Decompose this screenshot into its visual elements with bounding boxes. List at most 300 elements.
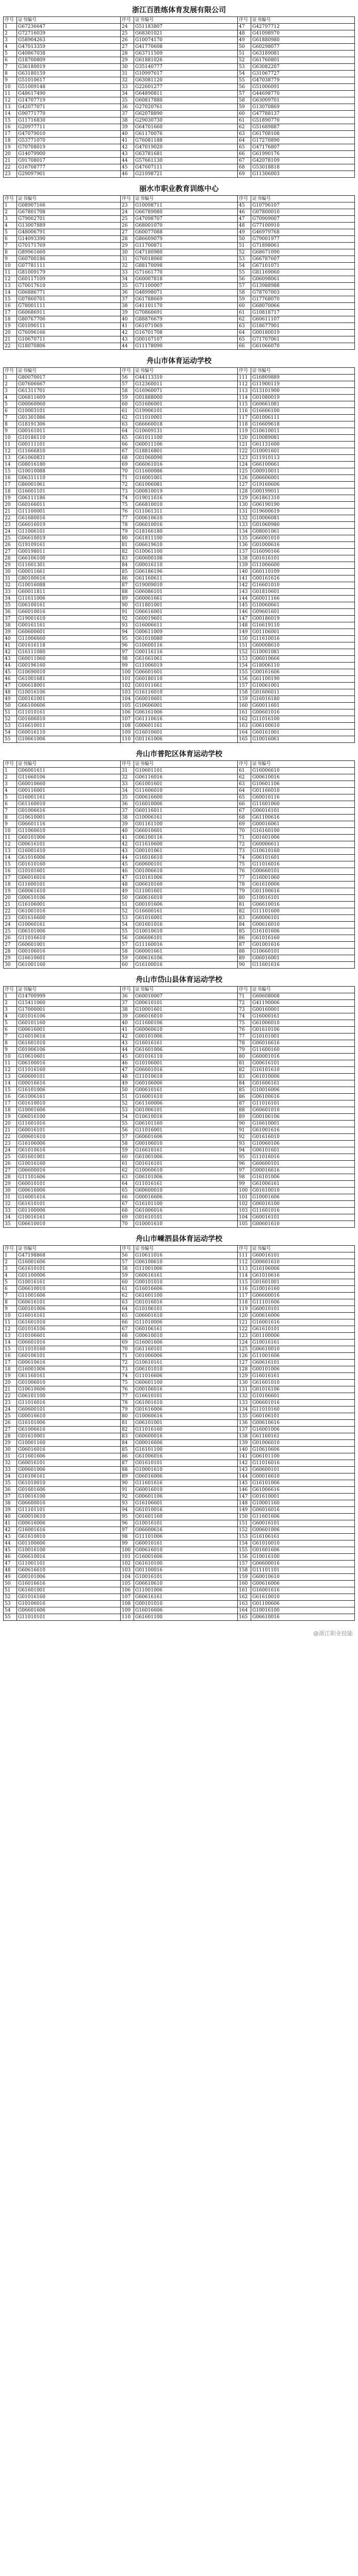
row-number: 73 xyxy=(238,848,251,855)
row-number: 11 xyxy=(4,1060,17,1067)
row-number: 148 xyxy=(238,1500,251,1507)
certificate-number: G10601106 xyxy=(251,781,355,788)
row-number: 7 xyxy=(4,808,17,815)
row-number: 1 xyxy=(4,993,17,1000)
table-row xyxy=(4,948,355,955)
certificate-number: G11001606 xyxy=(251,1353,355,1360)
table-row xyxy=(4,875,355,882)
row-number: 97 xyxy=(121,1527,134,1534)
certificate-number: G11016100 xyxy=(251,716,355,723)
row-number: 56 xyxy=(121,1252,134,1259)
certificate-number: G81169060 xyxy=(251,269,355,276)
table-row xyxy=(4,602,355,609)
certificate-number: G00186019 xyxy=(251,616,355,622)
certificate-number: G11006101 xyxy=(17,529,121,535)
certificate-number: G06190190 xyxy=(251,502,355,509)
row-number: 72 xyxy=(121,482,134,488)
certificate-number: G01161006 xyxy=(134,736,238,743)
table-header-row xyxy=(4,987,355,993)
row-number: 136 xyxy=(238,1420,251,1427)
table-row xyxy=(4,1174,355,1181)
certificate-number: G11016016 xyxy=(251,861,355,868)
certificate-number: G16016161 xyxy=(251,1373,355,1380)
row-number: 38 xyxy=(4,1500,17,1507)
row-number: 53 xyxy=(4,723,17,730)
certificate-number: G60600101 xyxy=(17,1074,121,1080)
table-row xyxy=(4,723,355,730)
certificate-number: G61006616 xyxy=(251,1487,355,1494)
certificate-number: G61661061 xyxy=(134,656,238,663)
row-number: 80 xyxy=(238,895,251,902)
certificate-number: G60600101 xyxy=(17,1406,121,1413)
certificate-number: G66016019 xyxy=(17,522,121,529)
certificate-number: G16006610 xyxy=(251,768,355,774)
row-number: 154 xyxy=(238,663,251,669)
row-number: 121 xyxy=(238,442,251,448)
row-number: 21 xyxy=(4,509,17,515)
certificate-number: G14093390 xyxy=(17,236,121,243)
table-row xyxy=(4,589,355,596)
row-number: 32 xyxy=(121,77,134,84)
table-row xyxy=(4,290,355,296)
row-number: 21 xyxy=(4,1127,17,1134)
row-number: 31 xyxy=(4,575,17,582)
header-cert: 证书编号 xyxy=(251,1246,355,1252)
certificate-number: G11016101 xyxy=(251,1100,355,1107)
section-title: 丽水市职业教育训练中心 xyxy=(139,185,219,193)
row-number: 33 xyxy=(121,781,134,788)
row-number: 104 xyxy=(121,1574,134,1581)
row-number: 32 xyxy=(4,1460,17,1467)
certificate-number: G60011601 xyxy=(251,703,355,709)
certificate-number: G60016010 xyxy=(134,1487,238,1494)
certificate-number: G00601610 xyxy=(251,1259,355,1266)
row-number: 56 xyxy=(121,935,134,942)
certificate-number: G00161001 xyxy=(17,696,121,703)
certificate-number: G61006161 xyxy=(251,1181,355,1188)
table-row xyxy=(4,64,355,71)
row-number: 42 xyxy=(121,144,134,151)
certificate-number: G16106001 xyxy=(17,902,121,908)
row-number: 53 xyxy=(4,1601,17,1607)
certificate-number: G16016610 xyxy=(134,855,238,861)
row-number: 43 xyxy=(4,656,17,663)
row-number: 37 xyxy=(121,111,134,117)
certificate-number: G60010116 xyxy=(251,794,355,801)
certificate-number: G10611016 xyxy=(134,1252,238,1259)
certificate-number: G19011616 xyxy=(134,495,238,502)
certificate-number: G61610010 xyxy=(251,1594,355,1601)
row-number: 31 xyxy=(4,1194,17,1201)
row-number: 28 xyxy=(4,1174,17,1181)
table-row xyxy=(4,1067,355,1074)
row-number: 108 xyxy=(121,723,134,730)
row-number: 30 xyxy=(4,569,17,575)
certificate-number: G61160611 xyxy=(134,575,238,582)
certificate-number: G80100616 xyxy=(17,575,121,582)
table-row xyxy=(4,1574,355,1581)
certificate-number: G60016101 xyxy=(17,1127,121,1134)
table-row xyxy=(4,1420,355,1427)
row-number: 111 xyxy=(238,375,251,381)
row-number: 161 xyxy=(238,709,251,716)
table-row xyxy=(4,421,355,428)
certificate-number: G11601606 xyxy=(251,1514,355,1520)
certificate-number: G06601606 xyxy=(17,1607,121,1614)
row-number: 61 xyxy=(238,768,251,774)
row-number: 125 xyxy=(238,1346,251,1353)
certificate-number: G00016606 xyxy=(134,1194,238,1201)
row-number: 110 xyxy=(121,1614,134,1621)
table-row xyxy=(4,1054,355,1060)
certificate-number: G51606001 xyxy=(134,401,238,408)
certificate-number: G10001610 xyxy=(134,1467,238,1473)
table-row xyxy=(4,716,355,723)
row-number: 54 xyxy=(121,1114,134,1121)
certificate-number: G36180019 xyxy=(17,64,121,71)
row-number: 97 xyxy=(238,1167,251,1174)
row-number: 86 xyxy=(238,935,251,942)
certificate-number: G61010616 xyxy=(251,1273,355,1279)
table-row xyxy=(4,1181,355,1188)
certificate-number: G00111101 xyxy=(17,442,121,448)
row-number: 15 xyxy=(4,117,17,124)
row-number: 66 xyxy=(121,1194,134,1201)
row-number: 22 xyxy=(4,908,17,915)
row-number: 85 xyxy=(121,1447,134,1453)
row-number: 116 xyxy=(238,408,251,415)
certificate-number: G66001010 xyxy=(251,535,355,542)
row-number: 45 xyxy=(4,1547,17,1554)
certificate-number: G01888000 xyxy=(134,395,238,401)
certificate-number: G11016016 xyxy=(17,1400,121,1406)
row-number: 94 xyxy=(238,1147,251,1154)
certificate-number: G16016180 xyxy=(251,696,355,703)
row-number: 34 xyxy=(121,276,134,283)
certificate-number: G10601101 xyxy=(134,768,238,774)
table-row xyxy=(4,164,355,171)
row-number: 17 xyxy=(4,310,17,316)
table-row xyxy=(4,922,355,928)
certificate-number: G00610161 xyxy=(134,1087,238,1094)
row-number: 69 xyxy=(238,821,251,828)
row-number: 75 xyxy=(121,502,134,509)
row-number: 10 xyxy=(4,435,17,442)
row-number: 14 xyxy=(4,1080,17,1087)
row-number: 93 xyxy=(121,1500,134,1507)
row-number: 65 xyxy=(121,1313,134,1319)
section-6 xyxy=(3,1233,355,1621)
table-row xyxy=(4,569,355,575)
certificate-number: G68671090 xyxy=(251,249,355,256)
table-row xyxy=(4,555,355,562)
certificate-number: G10001610 xyxy=(134,1221,238,1228)
table-row xyxy=(4,1561,355,1567)
table-row xyxy=(4,1000,355,1007)
certificate-number: G11016606 xyxy=(134,1373,238,1380)
certificate-table xyxy=(3,1245,355,1621)
row-number: 3 xyxy=(4,1007,17,1013)
certificate-number: G18816801 xyxy=(134,448,238,455)
row-number: 28 xyxy=(121,236,134,243)
certificate-number: G61610006 xyxy=(251,882,355,888)
certificate-number: G01080019 xyxy=(251,395,355,401)
row-number: 43 xyxy=(121,151,134,158)
row-number: 142 xyxy=(238,1460,251,1467)
certificate-number: G11101101 xyxy=(17,1507,121,1514)
certificate-number: G16101606 xyxy=(251,928,355,935)
row-number: 12 xyxy=(4,448,17,455)
table-row xyxy=(4,1188,355,1194)
table-row xyxy=(4,202,355,209)
row-number: 60 xyxy=(238,111,251,117)
row-number: 88 xyxy=(121,589,134,596)
row-number: 129 xyxy=(238,495,251,502)
row-number: 51 xyxy=(121,1094,134,1100)
certificate-number: G11101606 xyxy=(17,1174,121,1181)
row-number: 40 xyxy=(121,1020,134,1027)
row-number: 44 xyxy=(4,663,17,669)
row-number: 141 xyxy=(238,575,251,582)
certificate-number: G16006611 xyxy=(134,622,238,629)
row-number: 80 xyxy=(121,535,134,542)
certificate-number: G10106601 xyxy=(17,1333,121,1340)
row-number: 15 xyxy=(4,468,17,475)
row-number: 20 xyxy=(4,151,17,158)
row-number: 74 xyxy=(121,1373,134,1380)
row-number: 93 xyxy=(121,622,134,629)
table-row xyxy=(4,942,355,948)
row-number: 1 xyxy=(4,375,17,381)
certificate-number: G16106006 xyxy=(251,1266,355,1273)
certificate-number: G10661006 xyxy=(17,736,121,743)
row-number: 29 xyxy=(121,57,134,64)
row-number: 47 xyxy=(4,1561,17,1567)
certificate-number: G60601100 xyxy=(134,1380,238,1386)
row-number: 32 xyxy=(4,582,17,589)
certificate-number: G70708019 xyxy=(17,144,121,151)
certificate-number: G06086101 xyxy=(134,589,238,596)
row-number: 59 xyxy=(121,1147,134,1154)
certificate-number: G66100661 xyxy=(251,462,355,468)
certificate-number: G61601001 xyxy=(17,1587,121,1594)
row-number: 83 xyxy=(238,915,251,922)
certificate-number: G60601606 xyxy=(134,1134,238,1141)
row-number: 81 xyxy=(121,542,134,549)
row-number: 122 xyxy=(238,448,251,455)
certificate-number: G00101006 xyxy=(17,1574,121,1581)
row-number: 66 xyxy=(121,1319,134,1326)
certificate-number: G16600161 xyxy=(134,908,238,915)
row-number: 148 xyxy=(238,622,251,629)
certificate-number: G01016106 xyxy=(251,1386,355,1393)
row-number: 39 xyxy=(4,1507,17,1514)
table-row xyxy=(4,388,355,395)
certificate-number: G00616600 xyxy=(134,794,238,801)
table-row xyxy=(4,468,355,475)
certificate-number: G01610001 xyxy=(17,1433,121,1440)
certificate-number: G01610101 xyxy=(134,1214,238,1221)
certificate-number: G00016606 xyxy=(134,1440,238,1447)
certificate-number: G10610606 xyxy=(251,1447,355,1453)
certificate-number: G10016006 xyxy=(251,1087,355,1094)
row-number: 30 xyxy=(121,249,134,256)
header-cert: 证书编号 xyxy=(134,987,238,993)
row-number: 23 xyxy=(121,202,134,209)
row-number: 131 xyxy=(238,509,251,515)
certificate-number: G06601601 xyxy=(134,669,238,676)
row-number: 58 xyxy=(121,1141,134,1147)
row-number: 66 xyxy=(238,801,251,808)
header-cert: 证书编号 xyxy=(17,17,121,24)
table-row xyxy=(4,1167,355,1174)
row-number: 12 xyxy=(4,841,17,848)
row-number: 45 xyxy=(121,1054,134,1060)
table-row xyxy=(4,915,355,922)
row-number: 64 xyxy=(121,1306,134,1313)
table-row xyxy=(4,256,355,263)
row-number: 55 xyxy=(4,1614,17,1621)
row-number: 119 xyxy=(238,1306,251,1313)
row-number: 1 xyxy=(4,202,17,209)
certificate-number: G47198868 xyxy=(17,1252,121,1259)
table-row xyxy=(4,1013,355,1020)
table-row xyxy=(4,1494,355,1500)
certificate-number: G16809889 xyxy=(251,375,355,381)
certificate-number: G06601116 xyxy=(17,821,121,828)
row-number: 18 xyxy=(4,1366,17,1373)
table-row xyxy=(4,1252,355,1259)
certificate-number: G06610010 xyxy=(17,1286,121,1293)
certificate-number: G10061100 xyxy=(134,549,238,555)
table-row xyxy=(4,482,355,488)
certificate-number: G11610600 xyxy=(134,841,238,848)
certificate-number: G10001160 xyxy=(17,1440,121,1447)
certificate-number: G00616010 xyxy=(134,1547,238,1554)
row-number: 63 xyxy=(238,131,251,138)
certificate-number: G16101006 xyxy=(251,1174,355,1181)
table-row xyxy=(4,1094,355,1100)
certificate-number: G16610601 xyxy=(17,955,121,962)
certificate-number: G51010617 xyxy=(17,77,121,84)
certificate-number: G00016061 xyxy=(251,821,355,828)
certificate-number: G11601616 xyxy=(251,962,355,969)
row-number: 81 xyxy=(121,1420,134,1427)
table-row xyxy=(4,1534,355,1540)
row-number: 63 xyxy=(121,1174,134,1181)
header-no: 序号 xyxy=(4,196,17,202)
header-cert: 证书编号 xyxy=(134,17,238,24)
row-number: 115 xyxy=(238,1279,251,1286)
certificate-number: G01006111 xyxy=(251,415,355,421)
certificate-number: G06016100 xyxy=(17,1114,121,1121)
certificate-number: G16001161 xyxy=(17,794,121,801)
certificate-number: G60600016 xyxy=(134,1433,238,1440)
row-number: 67 xyxy=(238,808,251,815)
certificate-number: G01610001 xyxy=(251,1494,355,1500)
row-number: 46 xyxy=(238,209,251,216)
table-row xyxy=(4,1214,355,1221)
row-number: 56 xyxy=(238,276,251,283)
row-number: 49 xyxy=(121,888,134,895)
header-cert: 证书编号 xyxy=(17,368,121,375)
row-number: 102 xyxy=(121,1561,134,1567)
certificate-number: G16619110 xyxy=(251,622,355,629)
certificate-number: G06619610 xyxy=(134,542,238,549)
table-row xyxy=(4,768,355,774)
table-row xyxy=(4,111,355,117)
certificate-number: G70017610 xyxy=(17,283,121,290)
row-number: 26 xyxy=(4,935,17,942)
header-cert: 证书编号 xyxy=(17,761,121,768)
table-row xyxy=(4,1540,355,1547)
row-number: 49 xyxy=(4,1574,17,1581)
row-number: 49 xyxy=(4,696,17,703)
row-number: 139 xyxy=(238,562,251,569)
row-number: 78 xyxy=(238,882,251,888)
row-number: 33 xyxy=(4,1208,17,1214)
certificate-number: G16708777 xyxy=(17,164,121,171)
row-number: 144 xyxy=(238,596,251,602)
certificate-number: G11016001 xyxy=(134,1127,238,1134)
table-row xyxy=(4,1393,355,1400)
certificate-number: G10060106 xyxy=(251,1141,355,1147)
row-number: 9 xyxy=(4,428,17,435)
certificate-number: G72716039 xyxy=(17,30,121,37)
table-row xyxy=(4,656,355,663)
row-number: 4 xyxy=(4,44,17,50)
row-number: 78 xyxy=(121,1400,134,1406)
row-number: 103 xyxy=(238,1208,251,1214)
row-number: 98 xyxy=(121,1534,134,1540)
certificate-number: G16001610 xyxy=(17,848,121,855)
certificate-number: G10016161 xyxy=(251,1340,355,1346)
table-row xyxy=(4,283,355,290)
row-number: 20 xyxy=(4,1380,17,1386)
table-row xyxy=(4,171,355,178)
table-row xyxy=(4,84,355,91)
certificate-number: G10610606 xyxy=(17,1386,121,1393)
certificate-number: G06100016 xyxy=(17,1060,121,1067)
certificate-number: G60016101 xyxy=(251,1214,355,1221)
table-row xyxy=(4,117,355,124)
certificate-number: G47038779 xyxy=(251,77,355,84)
row-number: 10 xyxy=(4,1313,17,1319)
row-number: 74 xyxy=(238,1013,251,1020)
certificate-number: G06001611 xyxy=(17,768,121,774)
header-cert: 证书编号 xyxy=(17,1246,121,1252)
certificate-number: G00016616 xyxy=(17,1080,121,1087)
row-number: 52 xyxy=(238,249,251,256)
table-row xyxy=(4,649,355,656)
row-number: 79 xyxy=(121,529,134,535)
header-cert: 证书编号 xyxy=(251,987,355,993)
row-number: 31 xyxy=(121,71,134,77)
row-number: 90 xyxy=(238,962,251,969)
certificate-number: G11160016 xyxy=(134,942,238,948)
table-row xyxy=(4,1360,355,1366)
certificate-number: G00199011 xyxy=(251,488,355,495)
row-number: 95 xyxy=(121,1514,134,1520)
certificate-number: G11060610 xyxy=(17,828,121,835)
row-number: 142 xyxy=(238,582,251,589)
row-number: 119 xyxy=(238,428,251,435)
certificate-number: G07860701 xyxy=(17,296,121,303)
certificate-number: G00101006 xyxy=(134,1033,238,1040)
certificate-number: G01616006 xyxy=(134,1406,238,1413)
row-number: 61 xyxy=(121,1161,134,1167)
certificate-number: G01006006 xyxy=(134,1353,238,1360)
